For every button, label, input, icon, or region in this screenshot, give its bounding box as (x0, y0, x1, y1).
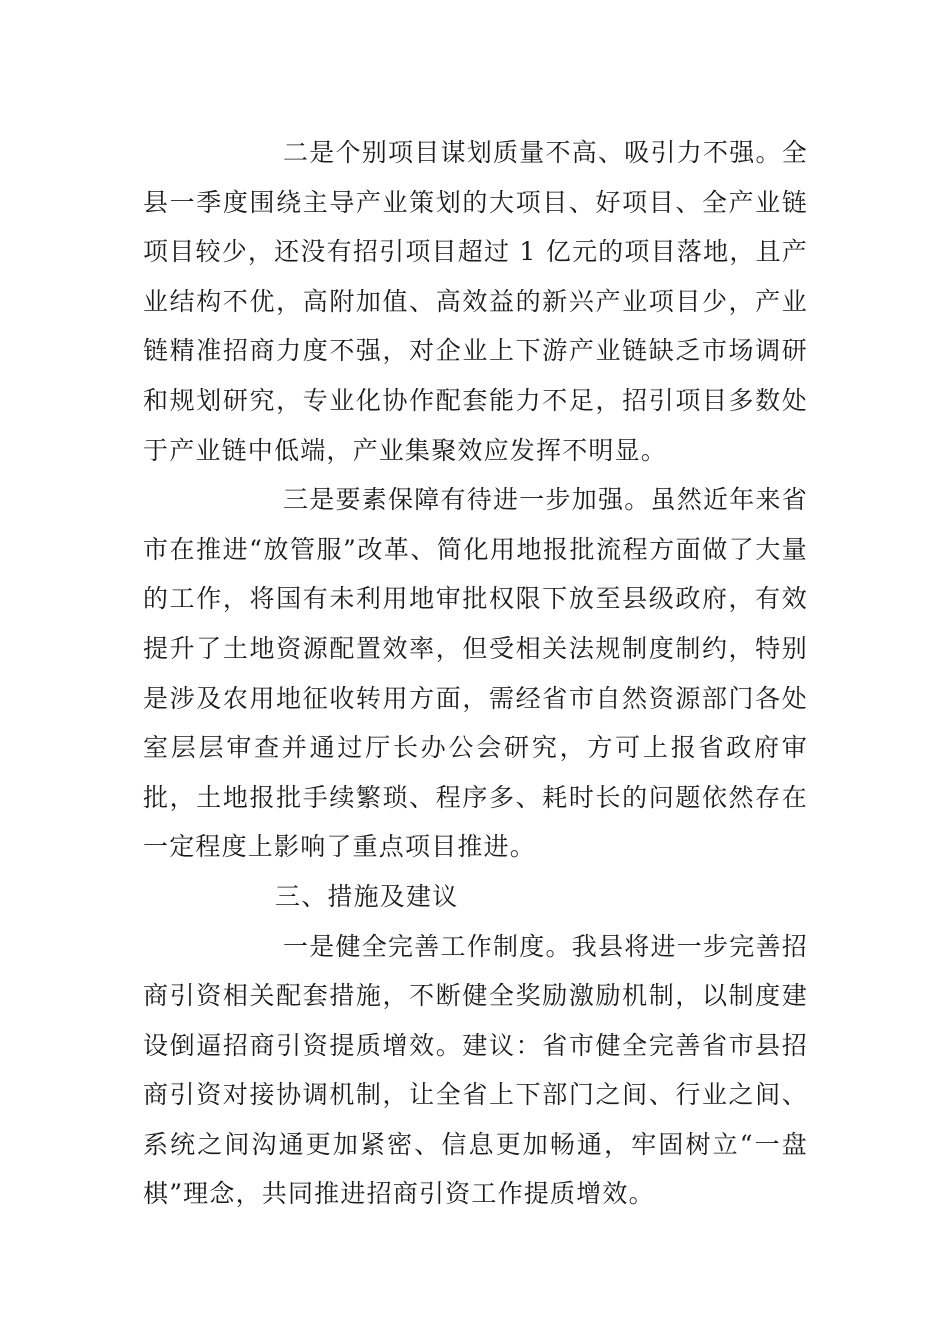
paragraph-problem-3: 三是要素保障有待进一步加强。虽然近年来省市在推进“放管服”改革、简化用地报批流程方面做了大量的工作，将国有未利用地审批权限下放至县级政府，有效提升了土地资源配置效率，但受相关法规制度制约，特别是涉及农用地征收转用方面，需经省市自然资源部门各处室层层审查并通过厅长办公会研究，方可上报省政府审批，土地报批手续繁琐、程序多、耗时长的问题依然存在一定程度上影响了重点项目推进。 (143, 485, 808, 862)
paragraph-measure-1: 一是健全完善工作制度。我县将进一步完善招商引资相关配套措施，不断健全奖励激励机制，以制度建设倒逼招商引资提质增效。建议：省市健全完善省市县招商引资对接协调机制，让全省上下部门之间、行业之间、系统之间沟通更加紧密、信息更加畅通，牢固树立“一盘棋”理念，共同推进招商引资工作提质增效。 (143, 931, 808, 1209)
document-body (143, 128, 808, 1219)
section-heading-measures: 三、措施及建议 (275, 881, 459, 911)
paragraph-problem-2: 二是个别项目谋划质量不高、吸引力不强。全县一季度围绕主导产业策划的大项目、好项目、全产业链项目较少，还没有招引项目超过 1 亿元的项目落地，且产业结构不优，高附加值、高效益的新兴产业项目少，产业链精准招商力度不强，对企业上下游产业链缺乏市场调研和规划研究，专业化协作配套能力不足，招引项目多数处于产业链中低端，产业集聚效应发挥不明显。 (143, 138, 808, 465)
